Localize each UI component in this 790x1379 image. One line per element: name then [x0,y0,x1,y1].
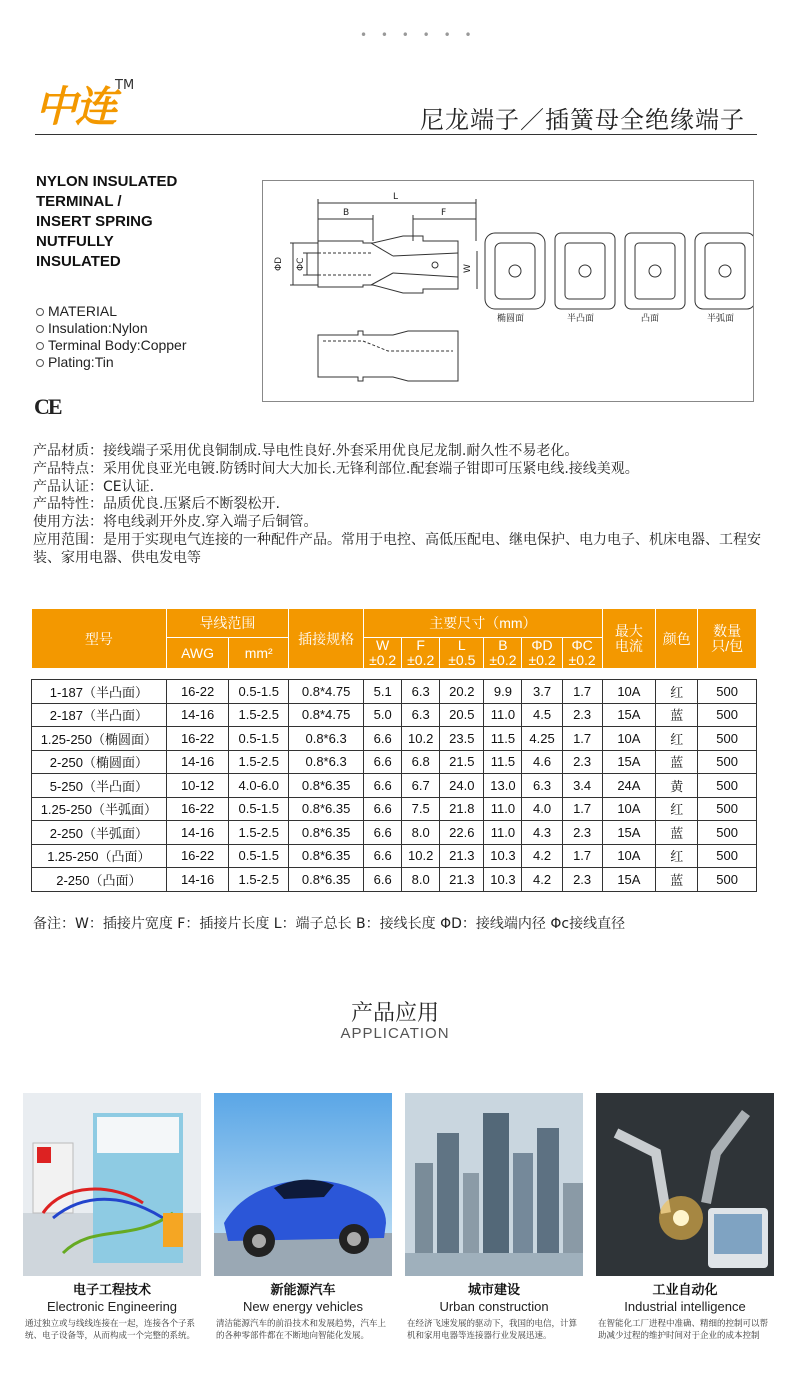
col-l: L ±0.5 [440,638,484,669]
table-cell: 6.6 [364,868,402,892]
robot-image [596,1093,774,1276]
col-model: 型号 [32,609,167,669]
table-cell: 11.5 [484,750,522,774]
product-description [33,443,773,568]
table-cell: 黄 [656,774,698,798]
dim-C: ΦC [296,257,306,271]
english-name [36,172,226,272]
table-cell: 1.5-2.5 [229,868,289,892]
dim-D: ΦD [274,256,284,271]
table-cell: 14-16 [166,868,229,892]
col-b: B ±0.2 [484,638,522,669]
col-w: W ±0.2 [364,638,402,669]
description-line: 应用范围：是用于实现电气连接的一种配件产品。常用于电控、高低压配电、继电保护、电力电子、机床电器、工程安装、家用电器、供电发电等 [33,531,761,566]
table-cell: 6.6 [364,727,402,751]
brand-logo [35,74,134,134]
table-row [32,868,757,892]
table-cell: 2-187（半凸面） [32,703,167,727]
description-line: 产品特点：采用优良亚光电镀.防锈时间大大加长.无锋利部位.配套端子钳即可压紧电线.接线美观。 [33,460,639,477]
table-cell: 蓝 [656,750,698,774]
table-cell: 2-250（半弧面） [32,821,167,845]
col-f: F ±0.2 [402,638,440,669]
table-cell: 0.5-1.5 [229,727,289,751]
profile-label: 半凸面 [567,314,595,324]
table-cell: 500 [698,750,757,774]
table-cell: 红 [656,844,698,868]
description-line: 使用方法：将电线剥开外皮.穿入端子后铜管。 [33,514,318,531]
table-cell: 15A [602,703,655,727]
table-cell: 10.2 [402,727,440,751]
table-cell: 5-250（半凸面） [32,774,167,798]
table-cell: 10A [602,797,655,821]
app-desc: 通过独立或与线线连接在一起，连接各个子系统、电子设备等，从而构成一个完整的系统。 [25,1319,196,1341]
table-row [32,774,757,798]
page-title: 尼龙端子／插簧母全绝缘端子 [420,106,745,134]
table-cell: 5.1 [364,680,402,704]
app-title-cn: 电子工程技术 [72,1283,151,1298]
table-cell: 蓝 [656,703,698,727]
table-cell: 0.8*4.75 [289,703,364,727]
table-cell: 21.3 [440,844,484,868]
dim-F: F [441,208,447,218]
table-cell: 2.3 [562,821,602,845]
table-cell: 21.8 [440,797,484,821]
material-item: MATERIAL [36,303,187,320]
table-row [32,727,757,751]
table-cell: 6.6 [364,821,402,845]
col-current: 最大 电流 [602,609,655,669]
table-cell: 15A [602,868,655,892]
table-cell: 7.5 [402,797,440,821]
table-cell: 500 [698,703,757,727]
table-cell: 500 [698,680,757,704]
ce-mark-icon: CE [34,394,61,419]
profile-label: 凸面 [641,314,660,324]
col-dims: 主要尺寸（mm） [364,609,603,638]
table-cell: 10.3 [484,868,522,892]
table-cell: 4.6 [522,750,562,774]
terminal-drawing-icon [263,181,753,401]
table-cell: 0.5-1.5 [229,844,289,868]
table-cell: 4.5 [522,703,562,727]
table-cell: 4.0 [522,797,562,821]
table-cell: 4.3 [522,821,562,845]
table-cell: 22.6 [440,821,484,845]
table-cell: 16-22 [166,844,229,868]
table-cell: 蓝 [656,868,698,892]
material-item: Insulation:Nylon [36,320,187,337]
app-card-industrial [596,1093,774,1342]
table-cell: 0.8*6.35 [289,844,364,868]
table-cell: 11.0 [484,703,522,727]
col-awg: AWG [166,638,229,669]
table-cell: 1.25-250（椭圆面） [32,727,167,751]
description-line: 产品材质：接线端子采用优良铜制成.导电性良好.外套采用优良尼龙制.耐久性不易老化。 [33,443,579,459]
table-row [32,750,757,774]
table-cell: 10A [602,727,655,751]
table-cell: 1-187（半凸面） [32,680,167,704]
table-cell: 10.3 [484,844,522,868]
dim-B: B [343,208,350,218]
table-cell: 0.5-1.5 [229,680,289,704]
table-cell: 10A [602,680,655,704]
spec-table [31,608,757,892]
table-cell: 24A [602,774,655,798]
english-name-line: TERMINAL / [36,193,122,210]
profile-label: 椭圆面 [497,314,525,324]
table-cell: 6.7 [402,774,440,798]
app-card-urban [405,1093,583,1342]
table-cell: 0.8*6.3 [289,727,364,751]
app-title-cn: 新能源汽车 [270,1283,336,1298]
table-cell: 1.5-2.5 [229,703,289,727]
english-name-line: NYLON INSULATED [36,173,178,190]
car-image [214,1093,392,1276]
table-cell: 6.6 [364,774,402,798]
table-cell: 500 [698,821,757,845]
table-cell: 15A [602,821,655,845]
application-title: 产品应用 [350,1001,439,1026]
dim-L: L [393,192,399,202]
table-cell: 4.25 [522,727,562,751]
dim-W: W [463,264,473,273]
table-cell: 13.0 [484,774,522,798]
table-cell: 16-22 [166,680,229,704]
table-cell: 6.3 [522,774,562,798]
table-cell: 0.8*4.75 [289,680,364,704]
col-wire-range: 导线范围 [166,609,288,638]
english-name-line: NUTFULLY [36,233,114,250]
app-title-en: New energy vehicles [243,1299,363,1314]
title-divider [35,134,757,135]
app-title-en: Urban construction [439,1299,549,1314]
table-cell: 6.8 [402,750,440,774]
top-dots: • • • • • • [360,28,477,42]
profile-label: 半弧面 [707,314,735,324]
table-cell: 500 [698,727,757,751]
app-card-electronic [23,1093,201,1342]
table-row [32,680,757,704]
table-cell: 8.0 [402,821,440,845]
app-title-en: Industrial intelligence [624,1299,746,1314]
col-color: 颜色 [656,609,698,669]
table-cell: 20.5 [440,703,484,727]
table-cell: 9.9 [484,680,522,704]
table-cell: 0.8*6.35 [289,868,364,892]
table-cell: 2.3 [562,703,602,727]
table-cell: 1.25-250（半弧面） [32,797,167,821]
col-d: ΦD ±0.2 [522,638,562,669]
table-cell: 6.3 [402,680,440,704]
app-title-cn: 工业自动化 [652,1283,718,1298]
table-cell: 15A [602,750,655,774]
table-row [32,844,757,868]
table-cell: 1.7 [562,727,602,751]
table-cell: 16-22 [166,727,229,751]
table-cell: 2-250（椭圆面） [32,750,167,774]
col-c: ΦC ±0.2 [562,638,602,669]
description-line: 产品特性：品质优良.压紧后不断裂松开. [33,496,280,513]
material-item: Terminal Body:Copper [36,337,187,354]
bullet-icon [36,342,44,350]
table-cell: 11.0 [484,797,522,821]
table-cell: 10.2 [402,844,440,868]
table-cell: 500 [698,868,757,892]
material-list [36,303,187,371]
app-desc: 在经济飞速发展的驱动下，我国的电信，计算机和家用电器等连接器行业发展迅速。 [407,1319,578,1341]
brand-name: 中连 [35,82,116,131]
material-item: Plating:Tin [36,354,187,371]
col-qty: 数量 只/包 [698,609,757,669]
table-cell: 10A [602,844,655,868]
table-cell: 11.0 [484,821,522,845]
bullet-icon [36,359,44,367]
table-cell: 4.2 [522,844,562,868]
table-cell: 蓝 [656,821,698,845]
english-name-line: INSULATED [36,253,121,270]
table-cell: 1.25-250（凸面） [32,844,167,868]
table-cell: 11.5 [484,727,522,751]
col-mm2: mm² [229,638,289,669]
electronics-image [23,1093,201,1276]
table-cell: 500 [698,797,757,821]
table-cell: 6.6 [364,844,402,868]
table-cell: 4.0-6.0 [229,774,289,798]
table-cell: 3.4 [562,774,602,798]
app-title-cn: 城市建设 [467,1283,520,1298]
table-cell: 500 [698,844,757,868]
table-cell: 0.8*6.35 [289,774,364,798]
table-cell: 0.8*6.35 [289,797,364,821]
application-subtitle: APPLICATION [340,1025,450,1042]
app-desc: 清洁能源汽车的前沿技术和发展趋势，汽车上的各种零部件都在不断地向智能化发展。 [216,1319,387,1341]
table-cell: 1.7 [562,797,602,821]
table-cell: 1.5-2.5 [229,821,289,845]
table-cell: 8.0 [402,868,440,892]
table-cell: 3.7 [522,680,562,704]
app-card-vehicle [214,1093,392,1342]
table-cell: 14-16 [166,703,229,727]
table-cell: 14-16 [166,750,229,774]
table-cell: 红 [656,727,698,751]
table-cell: 16-22 [166,797,229,821]
table-cell: 红 [656,680,698,704]
terminal-diagram [262,180,754,402]
table-cell: 1.7 [562,844,602,868]
bullet-icon [36,308,44,316]
app-title-en: Electronic Engineering [46,1299,178,1314]
table-cell: 6.6 [364,750,402,774]
city-image [405,1093,583,1276]
table-cell: 1.7 [562,680,602,704]
table-cell: 23.5 [440,727,484,751]
remark: 备注：W：插接片宽度 F：插接片长度 L：端子总长 B：接线长度 ΦD：接线端内径 Φc接线直径 [33,916,626,932]
table-cell: 2.3 [562,868,602,892]
table-cell: 5.0 [364,703,402,727]
table-cell: 0.8*6.35 [289,821,364,845]
table-cell: 4.2 [522,868,562,892]
table-cell: 6.6 [364,797,402,821]
table-cell: 24.0 [440,774,484,798]
table-cell: 2-250（凸面） [32,868,167,892]
table-cell: 20.2 [440,680,484,704]
table-cell: 红 [656,797,698,821]
trademark: TM [115,78,135,93]
table-row [32,703,757,727]
description-line: 产品认证：CE认证. [33,478,155,495]
table-cell: 14-16 [166,821,229,845]
table-cell: 0.8*6.3 [289,750,364,774]
english-name-line: INSERT SPRING [36,213,153,230]
table-cell: 1.5-2.5 [229,750,289,774]
table-cell: 500 [698,774,757,798]
bullet-icon [36,325,44,333]
table-cell: 21.3 [440,868,484,892]
table-row [32,821,757,845]
table-cell: 21.5 [440,750,484,774]
table-cell: 2.3 [562,750,602,774]
app-desc: 在智能化工厂进程中准确、精细的控制可以帮助减少过程的维护时间对于企业的成本控制 [598,1319,769,1341]
table-cell: 0.5-1.5 [229,797,289,821]
table-row [32,797,757,821]
table-cell: 6.3 [402,703,440,727]
col-spec: 插接规格 [289,609,364,669]
table-cell: 10-12 [166,774,229,798]
